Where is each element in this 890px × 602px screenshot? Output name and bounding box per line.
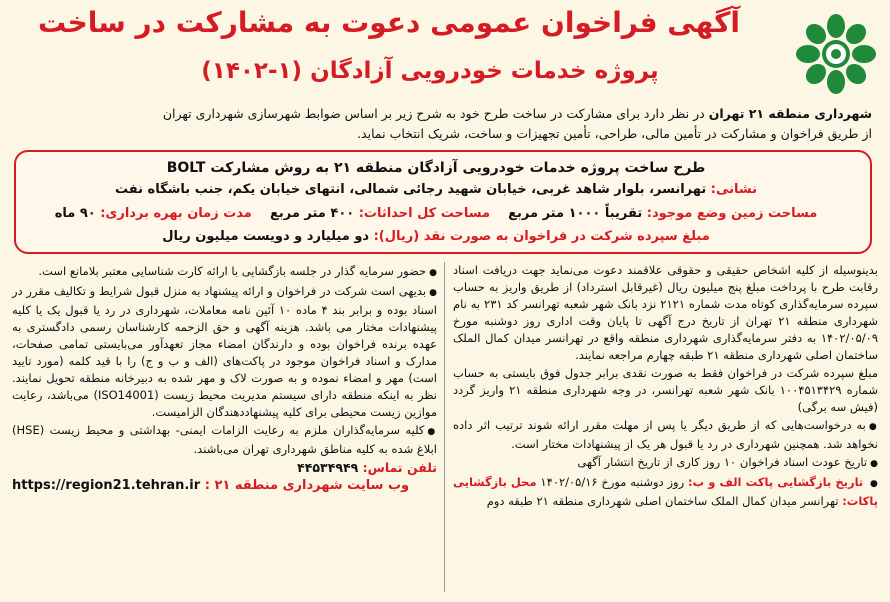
municipality-logo-icon [796, 14, 876, 94]
project-areas [26, 206, 846, 221]
address-label: نشانی: [710, 182, 757, 197]
late-requests-bullet: ● به درخواست‌هایی که از طریق دیگر یا پس از مهلت مقرر ارائه شوند ترتیب اثر داده نخواهد شد. همچنین شهرداری در رد یا قبول هر یک از پیشنهادات مختار است. [453, 417, 878, 453]
intro-text-line1: در نظر دارد برای مشارکت در ساخت طرح خود به شرح زیر بر اساس ضوابط شهرسازی شهرداری تهران [162, 106, 705, 121]
left-column [12, 262, 437, 495]
operation-period-value: ۹۰ ماه [54, 206, 96, 221]
ad-title-line1: آگهی فراخوان عمومی دعوت به مشارکت در ساخت [37, 6, 740, 39]
contact-phone [12, 459, 437, 476]
right-column [453, 262, 878, 511]
phone-label: تلفن تماس: [362, 460, 437, 475]
project-details-box [14, 150, 872, 254]
operation-period-label: مدت زمان بهره برداری: [100, 206, 252, 221]
website-url[interactable]: https://region21.tehran.ir [12, 478, 201, 493]
header [0, 0, 890, 110]
website-line [12, 477, 437, 494]
phone-value: ۴۴۵۳۴۹۴۹ [297, 460, 359, 475]
address-value: تهرانسر، بلوار شاهد غربی، خیابان شهید رجائی شمالی، انتهای خیابان یکم، جنب باشگاه نفت [115, 182, 707, 197]
total-area-label: مساحت کل احداثات: [358, 206, 491, 221]
intro-text-line2: از طریق فراخوان و مشارکت در تأمین مالی، طراحی، تأمین تجهیزات و ساخت، شریک انتخاب نماید. [357, 126, 872, 141]
documents-paragraph: بدینوسیله از کلیه اشخاص حقیقی و حقوقی علاقمند دعوت می‌نماید جهت دریافت اسناد رقابت طرح با پرداخت مبلغ پنج میلیون ریال (غیرقابل استرداد) از طریق واریز به حساب سپرده سرمایه‌گذاری کوتاه مدت شماره ۲۱۲۱ نزد بانک شهر شعبه تهرانسر کد ۲۳۱ به نام شهرداری منطقه ۲۱ تهران از تاریخ درج آگهی تا پایان وقت اداری روز دوشنبه مورخ ۱۴۰۲/۰۵/۰۹ به دفتر سرمایه‌گذاری شهرداری منطقه واقع در تهرانسر میدان کمال الملک ساختمان اصلی شهرداری منطقه ۲۱ طبقه چهارم مراجعه نمایند. [453, 263, 878, 362]
land-area-value: تقریباً ۱۰۰۰ متر مربع [508, 206, 643, 221]
municipality-name: شهرداری منطقه ۲۱ تهران [708, 106, 872, 121]
intro-paragraph [32, 104, 872, 144]
opening-date-value: روز دوشنبه مورخ ۱۴۰۲/۰۵/۱۶ [540, 475, 685, 489]
deposit-paragraph: مبلغ سپرده شرکت در فراخوان فقط به صورت نقدی برابر جدول فوق بایستی به حساب شماره ۱۰۰۴۵۱۳۴۲۹ بانک شهر شعبه تهرانسر، در وجه شهرداری منطقه ۲۱ واریز گردد (فیش سه برگی) [453, 366, 878, 414]
project-address [26, 182, 846, 197]
deposit-value: دو میلیارد و دویست میلیون ریال [162, 229, 370, 244]
ad-title-line2: پروژه خدمات خودرویی آزادگان (۱-۱۴۰۲) [201, 58, 659, 84]
total-area-value: ۴۰۰ متر مربع [269, 206, 355, 221]
opening-date-bullet [453, 474, 878, 510]
column-divider [444, 262, 445, 592]
project-deposit [26, 229, 846, 244]
project-title: طرح ساخت پروژه خدمات خودرویی آزادگان منطقه ۲۱ به روش مشارکت BOLT [166, 160, 706, 176]
opening-date-label: تاریخ بازگشایی پاکت الف و ب: [687, 475, 864, 489]
website-label: وب سایت شهرداری منطقه ۲۱ : [204, 478, 410, 493]
hse-bullet: ● کلیه سرمایه‌گذاران ملزم به رعایت الزامات ایمنی- بهداشتی و محیط زیست (HSE) ابلاغ شده به کلیه مناطق شهرداری تهران می‌باشند. [12, 422, 437, 458]
opening-place-value: تهرانسر میدان کمال الملک ساختمان اصلی شهرداری منطقه ۲۱ طبقه دوم [486, 494, 839, 508]
attendance-bullet: ● حضور سرمایه گذار در جلسه بازگشایی با ارائه کارت شناسایی معتبر بلامانع است. [12, 263, 437, 282]
return-date-bullet: ● تاریخ عودت اسناد فراخوان ۱۰ روز کاری از تاریخ انتشار آگهی [453, 454, 878, 473]
deposit-label: مبلغ سپرده شرکت در فراخوان به صورت نقد (ریال): [373, 229, 710, 244]
land-area-label: مساحت زمین وضع موجود: [646, 206, 818, 221]
conditions-bullet: ● بدیهی است شرکت در فراخوان و ارائه پیشنهاد به منزل قبول شرایط و تکالیف مقرر در اسناد بوده و برابر بند ۴ ماده ۱۰ آئین نامه معاملات، شهرداری در رد یا قبول یک یا کلیه پیشنهادات مختار می باشد. هزینه آگهی و حق الزحمه کارشناسان رسمی دادگستری به عهده برنده فراخوان بوده و دارندگان امضاء مجاز تعهدآور می‌بایستی تمامی صفحات، مدارک و اسناد فراخوان موجود در پاکت‌های (الف و ب و ج) را با قید کلمه (مورد تایید است) مهر و امضاء نموده و به صورت لاک و مهر شده به دبیرخانه منطقه تحویل نمایند. نظر به اینکه منطقه دارای سیستم مدیریت محیط زیست (ISO14001) می‌باشد، رعایت موازین زیست محیطی برای کلیه پیشنهاددهندگان الزامیست. [12, 283, 437, 421]
opening-place-label: محل بازگشایی پاکات: [453, 475, 878, 508]
